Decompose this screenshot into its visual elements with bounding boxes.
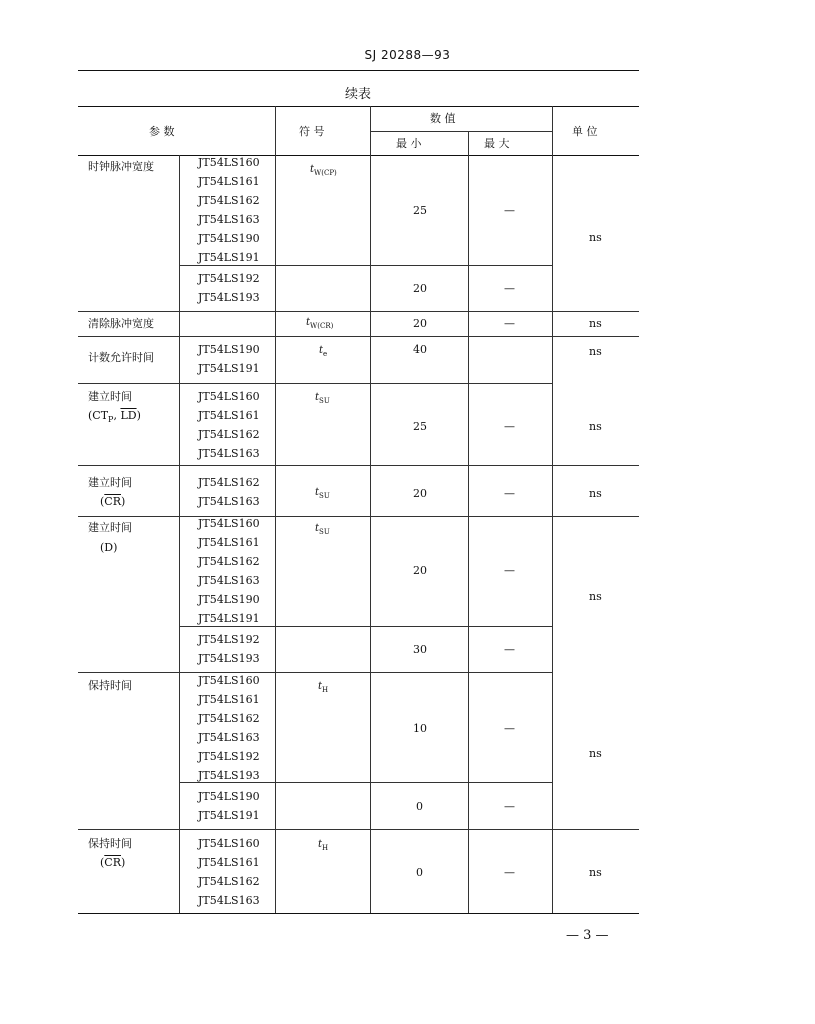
page-number: — 3 —: [566, 928, 609, 943]
param-name: 建立时间: [88, 390, 132, 403]
unit-value: ns: [589, 345, 602, 358]
row-divider: [78, 516, 639, 517]
device-model: JT54LS161: [198, 175, 260, 188]
max-column-rule: [468, 131, 469, 913]
min-value: 10: [413, 722, 427, 735]
symbol: $t_{SU}$: [315, 523, 330, 536]
min-value: 40: [413, 343, 427, 356]
param-name: 时钟脉冲宽度: [88, 160, 154, 173]
row7-inner-rule: [179, 782, 552, 783]
row-divider: [78, 383, 552, 384]
device-model: JT54LS162: [198, 712, 260, 725]
device-model: JT54LS193: [198, 769, 260, 782]
device-model: JT54LS160: [198, 837, 260, 850]
unit-column-rule: [552, 106, 553, 913]
device-model: JT54LS190: [198, 790, 260, 803]
min-value: 20: [413, 317, 427, 330]
device-model: JT54LS160: [198, 517, 260, 530]
param-qualifier: ($CT_P$, $\overline{LD}$): [88, 409, 141, 425]
device-model: JT54LS163: [198, 731, 260, 744]
header-rule: [78, 70, 639, 71]
symbol: $t_H$: [318, 839, 329, 852]
symbol: $t_{SU}$: [315, 392, 330, 405]
unit-value: ns: [589, 866, 602, 879]
min-value: 20: [413, 282, 427, 295]
param-name: 保持时间: [88, 679, 132, 692]
model-column-rule: [179, 155, 180, 913]
param-qualifier: $(\overline{CR})$: [100, 856, 126, 869]
device-model: JT54LS160: [198, 674, 260, 687]
min-value: 30: [413, 643, 427, 656]
max-value: —: [504, 420, 515, 433]
symbol: $t_{SU}$: [315, 487, 330, 500]
row-divider: [78, 465, 639, 466]
symbol: $t_e$: [319, 345, 328, 358]
param-name: 建立时间: [88, 521, 132, 534]
unit-value: ns: [589, 317, 602, 330]
min-value: 0: [416, 800, 423, 813]
device-model: JT54LS190: [198, 232, 260, 245]
unit-value: ns: [589, 231, 602, 244]
device-model: JT54LS161: [198, 536, 260, 549]
device-model: JT54LS191: [198, 612, 260, 625]
max-value: —: [504, 643, 515, 656]
device-model: JT54LS193: [198, 652, 260, 665]
device-model: JT54LS162: [198, 555, 260, 568]
device-model: JT54LS161: [198, 409, 260, 422]
min-value: 20: [413, 487, 427, 500]
header-symbol: 符 号: [299, 125, 325, 138]
param-name: 计数允许时间: [88, 351, 154, 364]
row6-inner-rule: [179, 626, 552, 627]
min-value: 25: [413, 204, 427, 217]
min-value: 0: [416, 866, 423, 879]
device-model: JT54LS162: [198, 428, 260, 441]
max-value: —: [504, 204, 515, 217]
min-value: 25: [413, 420, 427, 433]
header-param: 参 数: [149, 125, 175, 138]
device-model: JT54LS163: [198, 894, 260, 907]
header-sub-rule: [370, 131, 552, 132]
device-model: JT54LS193: [198, 291, 260, 304]
device-model: JT54LS162: [198, 194, 260, 207]
device-model: JT54LS162: [198, 875, 260, 888]
max-value: —: [504, 800, 515, 813]
max-value: —: [504, 866, 515, 879]
symbol-column-rule: [275, 106, 276, 913]
param-qualifier: (D): [100, 541, 118, 554]
device-model: JT54LS163: [198, 447, 260, 460]
device-model: JT54LS161: [198, 856, 260, 869]
unit-value: ns: [589, 590, 602, 603]
header-value: 数 值: [430, 112, 456, 125]
row-divider: [78, 672, 552, 673]
unit-value: ns: [589, 487, 602, 500]
header-unit: 单 位: [572, 125, 598, 138]
device-model: JT54LS190: [198, 343, 260, 356]
unit-value: ns: [589, 420, 602, 433]
device-model: JT54LS192: [198, 750, 260, 763]
symbol: $t_{W(CP)}$: [310, 164, 337, 177]
row-divider: [78, 829, 639, 830]
min-column-rule: [370, 106, 371, 913]
header-max: 最 大: [484, 137, 510, 150]
device-model: JT54LS163: [198, 495, 260, 508]
param-name: 保持时间: [88, 837, 132, 850]
symbol: $t_H$: [318, 681, 329, 694]
min-value: 20: [413, 564, 427, 577]
param-name: 清除脉冲宽度: [88, 317, 154, 330]
table-top-rule: [78, 106, 639, 107]
header-min: 最 小: [396, 137, 422, 150]
device-model: JT54LS191: [198, 809, 260, 822]
continued-label: 续表: [345, 87, 372, 102]
unit-value: ns: [589, 747, 602, 760]
device-model: JT54LS191: [198, 362, 260, 375]
max-value: —: [504, 317, 515, 330]
device-model: JT54LS190: [198, 593, 260, 606]
device-model: JT54LS192: [198, 633, 260, 646]
symbol: $t_{W(CR)}$: [306, 317, 334, 330]
device-model: JT54LS161: [198, 693, 260, 706]
param-name: 建立时间: [88, 476, 132, 489]
row1-inner-rule: [179, 265, 552, 266]
device-model: JT54LS162: [198, 476, 260, 489]
device-model: JT54LS163: [198, 213, 260, 226]
row-divider: [78, 311, 639, 312]
row-divider: [78, 336, 639, 337]
max-value: —: [504, 564, 515, 577]
device-model: JT54LS191: [198, 251, 260, 264]
param-qualifier: $(\overline{CR})$: [100, 495, 126, 508]
max-value: —: [504, 487, 515, 500]
header-bottom-rule: [78, 155, 639, 156]
device-model: JT54LS192: [198, 272, 260, 285]
device-model: JT54LS160: [198, 390, 260, 403]
max-value: —: [504, 722, 515, 735]
device-model: JT54LS163: [198, 574, 260, 587]
device-model: JT54LS160: [198, 156, 260, 169]
table-bottom-rule: [78, 913, 639, 914]
document-code: SJ 20288—93: [364, 48, 451, 62]
max-value: —: [504, 282, 515, 295]
